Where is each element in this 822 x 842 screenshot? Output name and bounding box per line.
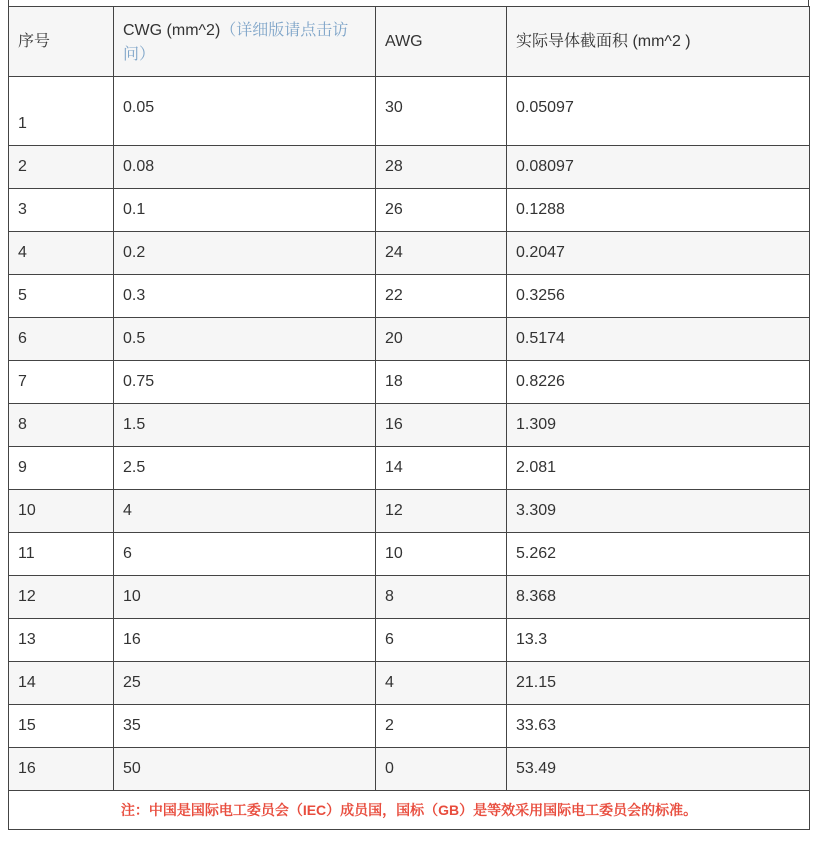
cell-cwg: 0.3 — [114, 275, 376, 318]
table-footer — [9, 791, 810, 830]
table-row — [9, 146, 810, 189]
cell-awg: 18 — [376, 361, 507, 404]
cell-awg: 30 — [376, 77, 507, 146]
table-row — [9, 318, 810, 361]
cell-index: 2 — [9, 146, 114, 189]
cell-index: 13 — [9, 619, 114, 662]
cell-awg: 26 — [376, 189, 507, 232]
header-row — [9, 7, 810, 77]
cell-index: 8 — [9, 404, 114, 447]
table-row — [9, 490, 810, 533]
cell-index: 15 — [9, 705, 114, 748]
header-actual-area: 实际导体截面积 (mm^2 ) — [507, 7, 810, 77]
cell-cwg: 6 — [114, 533, 376, 576]
cell-actual-area: 0.05097 — [507, 77, 810, 146]
table-row — [9, 189, 810, 232]
cell-index: 1 — [9, 77, 114, 146]
table-row — [9, 77, 810, 146]
cell-index: 3 — [9, 189, 114, 232]
cell-cwg: 0.2 — [114, 232, 376, 275]
cell-index: 11 — [9, 533, 114, 576]
header-awg: AWG — [376, 7, 507, 77]
cell-actual-area: 1.309 — [507, 404, 810, 447]
cell-awg: 16 — [376, 404, 507, 447]
cell-awg: 2 — [376, 705, 507, 748]
cell-awg: 12 — [376, 490, 507, 533]
table-row — [9, 619, 810, 662]
cell-actual-area: 0.5174 — [507, 318, 810, 361]
cell-index: 6 — [9, 318, 114, 361]
cell-index: 5 — [9, 275, 114, 318]
cell-awg: 24 — [376, 232, 507, 275]
cell-cwg: 0.05 — [114, 77, 376, 146]
table-row — [9, 533, 810, 576]
cell-awg: 4 — [376, 662, 507, 705]
table-row — [9, 275, 810, 318]
cell-cwg: 0.75 — [114, 361, 376, 404]
table-row — [9, 361, 810, 404]
cell-actual-area: 21.15 — [507, 662, 810, 705]
table-row — [9, 576, 810, 619]
cell-cwg: 0.5 — [114, 318, 376, 361]
cell-actual-area: 8.368 — [507, 576, 810, 619]
table-row — [9, 404, 810, 447]
cell-actual-area: 13.3 — [507, 619, 810, 662]
table-row — [9, 705, 810, 748]
cell-actual-area: 0.1288 — [507, 189, 810, 232]
cell-cwg: 10 — [114, 576, 376, 619]
cell-cwg: 25 — [114, 662, 376, 705]
table-header — [9, 7, 810, 77]
cell-actual-area: 0.08097 — [507, 146, 810, 189]
cell-awg: 0 — [376, 748, 507, 791]
cell-actual-area: 5.262 — [507, 533, 810, 576]
cell-actual-area: 53.49 — [507, 748, 810, 791]
cell-cwg: 2.5 — [114, 447, 376, 490]
cell-cwg: 35 — [114, 705, 376, 748]
table-row — [9, 232, 810, 275]
note-row — [9, 791, 810, 830]
cell-awg: 20 — [376, 318, 507, 361]
table-row — [9, 662, 810, 705]
cell-actual-area: 2.081 — [507, 447, 810, 490]
header-index: 序号 — [9, 7, 114, 77]
cell-awg: 28 — [376, 146, 507, 189]
cell-actual-area: 33.63 — [507, 705, 810, 748]
cell-cwg: 1.5 — [114, 404, 376, 447]
cell-cwg: 0.1 — [114, 189, 376, 232]
cell-actual-area: 0.2047 — [507, 232, 810, 275]
table-row — [9, 447, 810, 490]
cell-index: 14 — [9, 662, 114, 705]
cell-awg: 6 — [376, 619, 507, 662]
cell-actual-area: 0.3256 — [507, 275, 810, 318]
cell-index: 10 — [9, 490, 114, 533]
cell-awg: 14 — [376, 447, 507, 490]
cell-cwg: 4 — [114, 490, 376, 533]
cell-awg: 8 — [376, 576, 507, 619]
cell-cwg: 16 — [114, 619, 376, 662]
table-row — [9, 748, 810, 791]
header-cwg-label: CWG (mm^2) — [123, 22, 221, 39]
standard-note: 注：中国是国际电工委员会（IEC）成员国，国标（GB）是等效采用国际电工委员会的标准。 — [9, 791, 810, 830]
wire-gauge-table — [8, 6, 810, 830]
cell-actual-area: 3.309 — [507, 490, 810, 533]
header-cwg — [114, 7, 376, 77]
table-body — [9, 77, 810, 791]
detail-link[interactable]: （详细版请点击访问） — [123, 22, 349, 63]
cell-actual-area: 0.8226 — [507, 361, 810, 404]
cell-cwg: 0.08 — [114, 146, 376, 189]
cell-index: 4 — [9, 232, 114, 275]
cell-cwg: 50 — [114, 748, 376, 791]
cell-awg: 10 — [376, 533, 507, 576]
cell-index: 9 — [9, 447, 114, 490]
cell-index: 7 — [9, 361, 114, 404]
cell-awg: 22 — [376, 275, 507, 318]
cell-index: 12 — [9, 576, 114, 619]
cell-index: 16 — [9, 748, 114, 791]
wire-gauge-table-container — [8, 6, 809, 830]
